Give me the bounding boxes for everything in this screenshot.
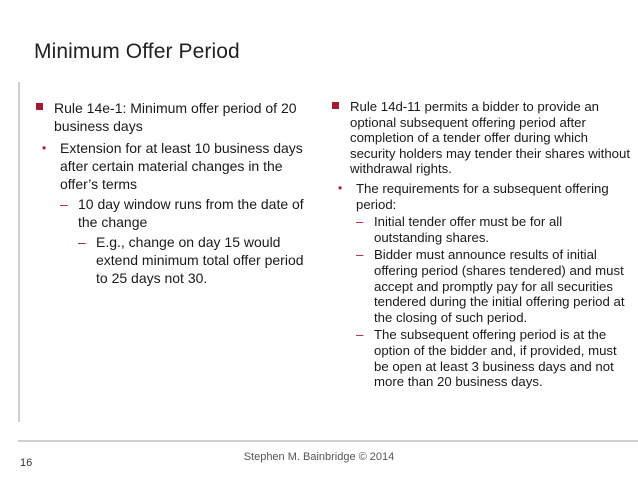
requirement-item [330,214,630,245]
bullet-rule-14e-1 [34,99,314,135]
dash-bullet-icon: – [60,196,68,212]
dash-bullet-icon: – [356,327,364,343]
dash-bullet-icon: – [78,234,86,250]
requirement-item [330,247,630,325]
dot-bullet-icon: • [338,180,343,195]
bullet-rule-14d-11 [330,99,630,177]
footer-credit: Stephen M. Bainbridge © 2014 [243,451,395,463]
dash-bullet-icon: – [356,247,364,263]
sub-bullet-text: Extension for at least 10 business days after certain material changes in the offer’s terms [60,140,303,192]
requirement-text: Bidder must announce results of initial offering period (shares tendered) and must accept and promptly pay for all securities tendered during the initial offering period at the closing of such period. [374,247,625,325]
sub-sub-bullet-window [34,195,314,231]
requirement-text: The subsequent offering period is at the option of the bidder and, if provided, must be open at least 3 business days and not more than 20 business days. [374,327,617,390]
sub-bullet-requirements [330,181,630,212]
example-bullet [34,233,314,287]
vertical-divider [18,82,20,422]
example-text: E.g., change on day 15 would extend minimum total offer period to 25 days not 30. [96,234,304,286]
dot-bullet-icon: • [42,141,47,155]
bullet-text: Rule 14e-1: Minimum offer period of 20 business days [54,100,297,134]
right-column [330,99,630,390]
square-bullet-icon [36,103,43,110]
bullet-text: Rule 14d-11 permits a bidder to provide an optional subsequent offering period after completion of a tender offer during which security holders may tender their shares without withdrawal rights. [350,99,630,177]
dash-bullet-icon: – [356,214,364,230]
sub-bullet-text: The requirements for a subsequent offering period: [356,180,609,212]
page-number: 16 [20,457,33,469]
footer-divider [18,440,638,442]
square-bullet-icon [332,102,339,109]
requirement-text: Initial tender offer must be for all outstanding shares. [374,214,563,245]
sub-bullet-extension [34,139,314,193]
requirement-item [330,327,630,389]
left-column [34,99,314,287]
slide-title: Minimum Offer Period [34,40,240,63]
sub-sub-bullet-text: 10 day window runs from the date of the change [78,196,304,230]
